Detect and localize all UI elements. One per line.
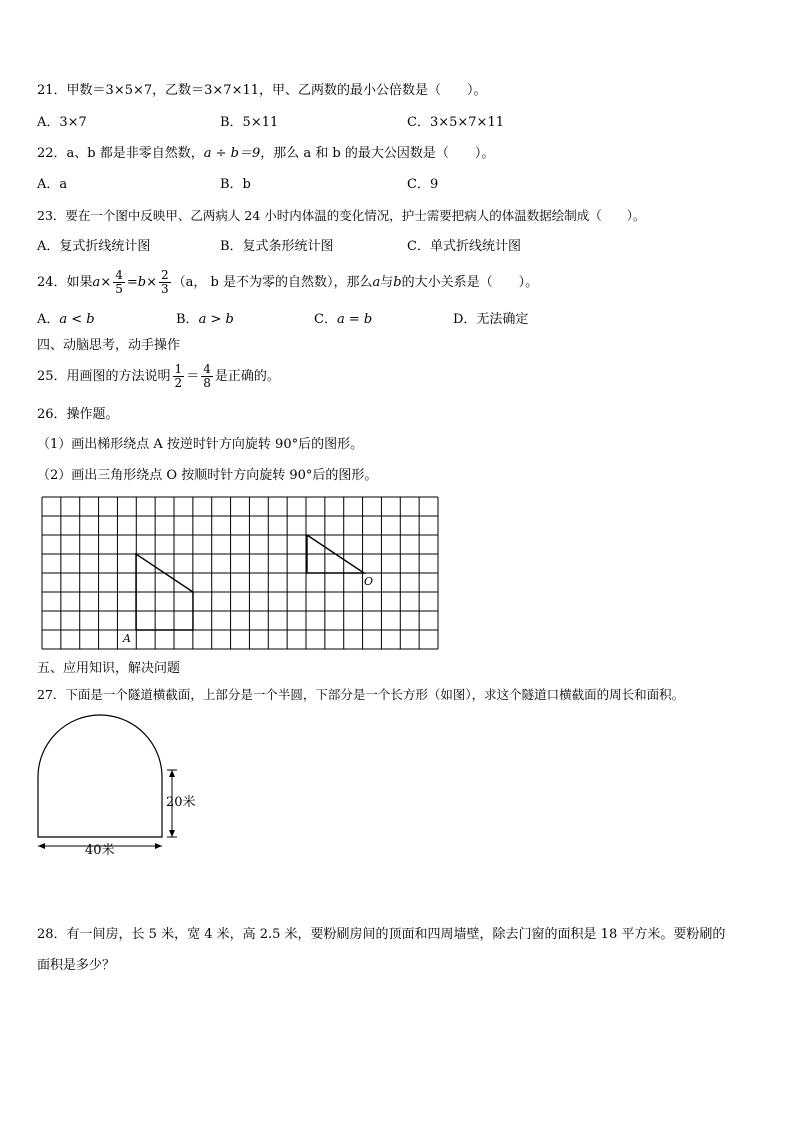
tunnel-outline [38, 715, 162, 837]
q24-option-c-label: C． [314, 312, 337, 327]
q24-times-1: × [100, 275, 112, 290]
q24-var-a: a [92, 275, 101, 290]
q22-option-b: B．b [220, 177, 251, 192]
q24-prefix: 24．如果 [37, 275, 93, 290]
question-26-part1: （1）画出梯形绕点 A 按逆时针方向旋转 90°后的图形。 [37, 437, 364, 452]
section-4-heading: 四、动脑思考，动手操作 [37, 338, 181, 353]
q24-suffix: 的大小关系是（ ）。 [401, 275, 539, 290]
q21-option-b: B．5×11 [220, 115, 279, 130]
question-21-stem: 21．甲数＝3×5×7，乙数＝3×7×11，甲、乙两数的最小公倍数是（ ）。 [37, 83, 487, 98]
width-arrow-right [155, 843, 162, 849]
q25-f1-denominator: 2 [174, 376, 183, 390]
question-28-line2: 面积是多少？ [37, 958, 116, 973]
q25-fraction-1 [173, 363, 185, 390]
grid-lines [42, 497, 438, 649]
height-arrow-top [169, 770, 175, 777]
q25-f2-denominator: 8 [203, 376, 211, 390]
q25-f2-numerator: 4 [203, 362, 211, 376]
q24-var-b: b [137, 275, 147, 290]
q25-fraction-2 [201, 363, 213, 390]
q24-fraction-1 [113, 269, 125, 296]
question-23-stem: 23．要在一个图中反映甲、乙两病人 24 小时内体温的变化情况，护士需要把病人的体温数据绘制成（ ）。 [37, 208, 646, 223]
question-26-part2: （2）画出三角形绕点 O 按顺时针方向旋转 90°后的图形。 [37, 468, 378, 483]
q22-stem-part1: 22．a、b 都是非零自然数， [37, 146, 204, 161]
q25-suffix: 是正确的。 [214, 369, 280, 384]
q22-stem-part2: ，那么 a 和 b 的最大公因数是（ ）。 [260, 146, 495, 161]
q24-fraction-2 [159, 269, 171, 296]
height-label: 20米 [166, 795, 196, 810]
question-28-line1: 28．有一间房，长 5 米，宽 4 米，高 2.5 米，要粉刷房间的顶面和四周墙壁，除去门窗的面积是 18 平方米。要粉刷的 [37, 927, 726, 942]
q24-option-c-expr: a = b [336, 312, 373, 327]
q24-f1-denominator: 5 [115, 282, 123, 296]
q24-option-c [314, 311, 372, 329]
point-o-label: O [364, 575, 374, 588]
rotation-grid-figure [41, 496, 441, 652]
q23-option-c: C．单式折线统计图 [407, 239, 521, 254]
q24-f2-numerator: 2 [161, 268, 169, 282]
q24-option-a-expr: a < b [59, 312, 95, 327]
q25-f1-numerator: 1 [174, 362, 183, 376]
question-26-title: 26．操作题。 [37, 407, 119, 422]
q24-var-a2: a [372, 275, 381, 290]
q21-option-a: A．3×7 [37, 115, 87, 130]
q24-times-2: × [146, 275, 157, 290]
q24-option-d: D．无法确定 [453, 312, 529, 327]
width-label: 40米 [85, 843, 115, 858]
q24-paren-note: （a， b 是不为零的自然数），那么 [172, 275, 373, 290]
q24-option-b-expr: a > b [198, 312, 234, 327]
q24-var-b2: b [393, 275, 402, 290]
tunnel-figure [33, 710, 213, 860]
q23-option-a: A．复式折线统计图 [37, 239, 151, 254]
q25-equals: ＝ [186, 369, 200, 384]
q24-option-b [176, 311, 234, 329]
question-24-stem [37, 266, 538, 300]
q23-option-b: B．复式条形统计图 [220, 239, 334, 254]
question-27-stem: 27．下面是一个隧道横截面，上部分是一个半圆，下部分是一个长方形（如图），求这个隧道口横截面的周长和面积。 [37, 687, 685, 702]
width-arrow-left [38, 843, 45, 849]
q21-option-c: C．3×5×7×11 [407, 115, 504, 130]
q22-option-c: C．9 [407, 177, 439, 192]
q25-prefix: 25．用画图的方法说明 [37, 369, 171, 384]
section-5-heading: 五、应用知识，解决问题 [37, 661, 181, 676]
q22-option-a: A．a [37, 177, 68, 192]
q24-option-a-label: A． [37, 312, 60, 327]
q24-and: 与 [380, 275, 394, 290]
q24-option-a [37, 311, 95, 329]
question-25-stem [37, 360, 280, 394]
height-arrow-bottom [169, 830, 175, 837]
point-a-label: A [123, 632, 131, 645]
q24-option-b-label: B． [176, 312, 199, 327]
q22-expression: a ÷ b＝9 [203, 146, 261, 161]
question-22-stem [37, 145, 494, 163]
q24-f1-numerator: 4 [115, 268, 123, 282]
q24-f2-denominator: 3 [161, 282, 169, 296]
q24-equals: = [126, 275, 138, 290]
